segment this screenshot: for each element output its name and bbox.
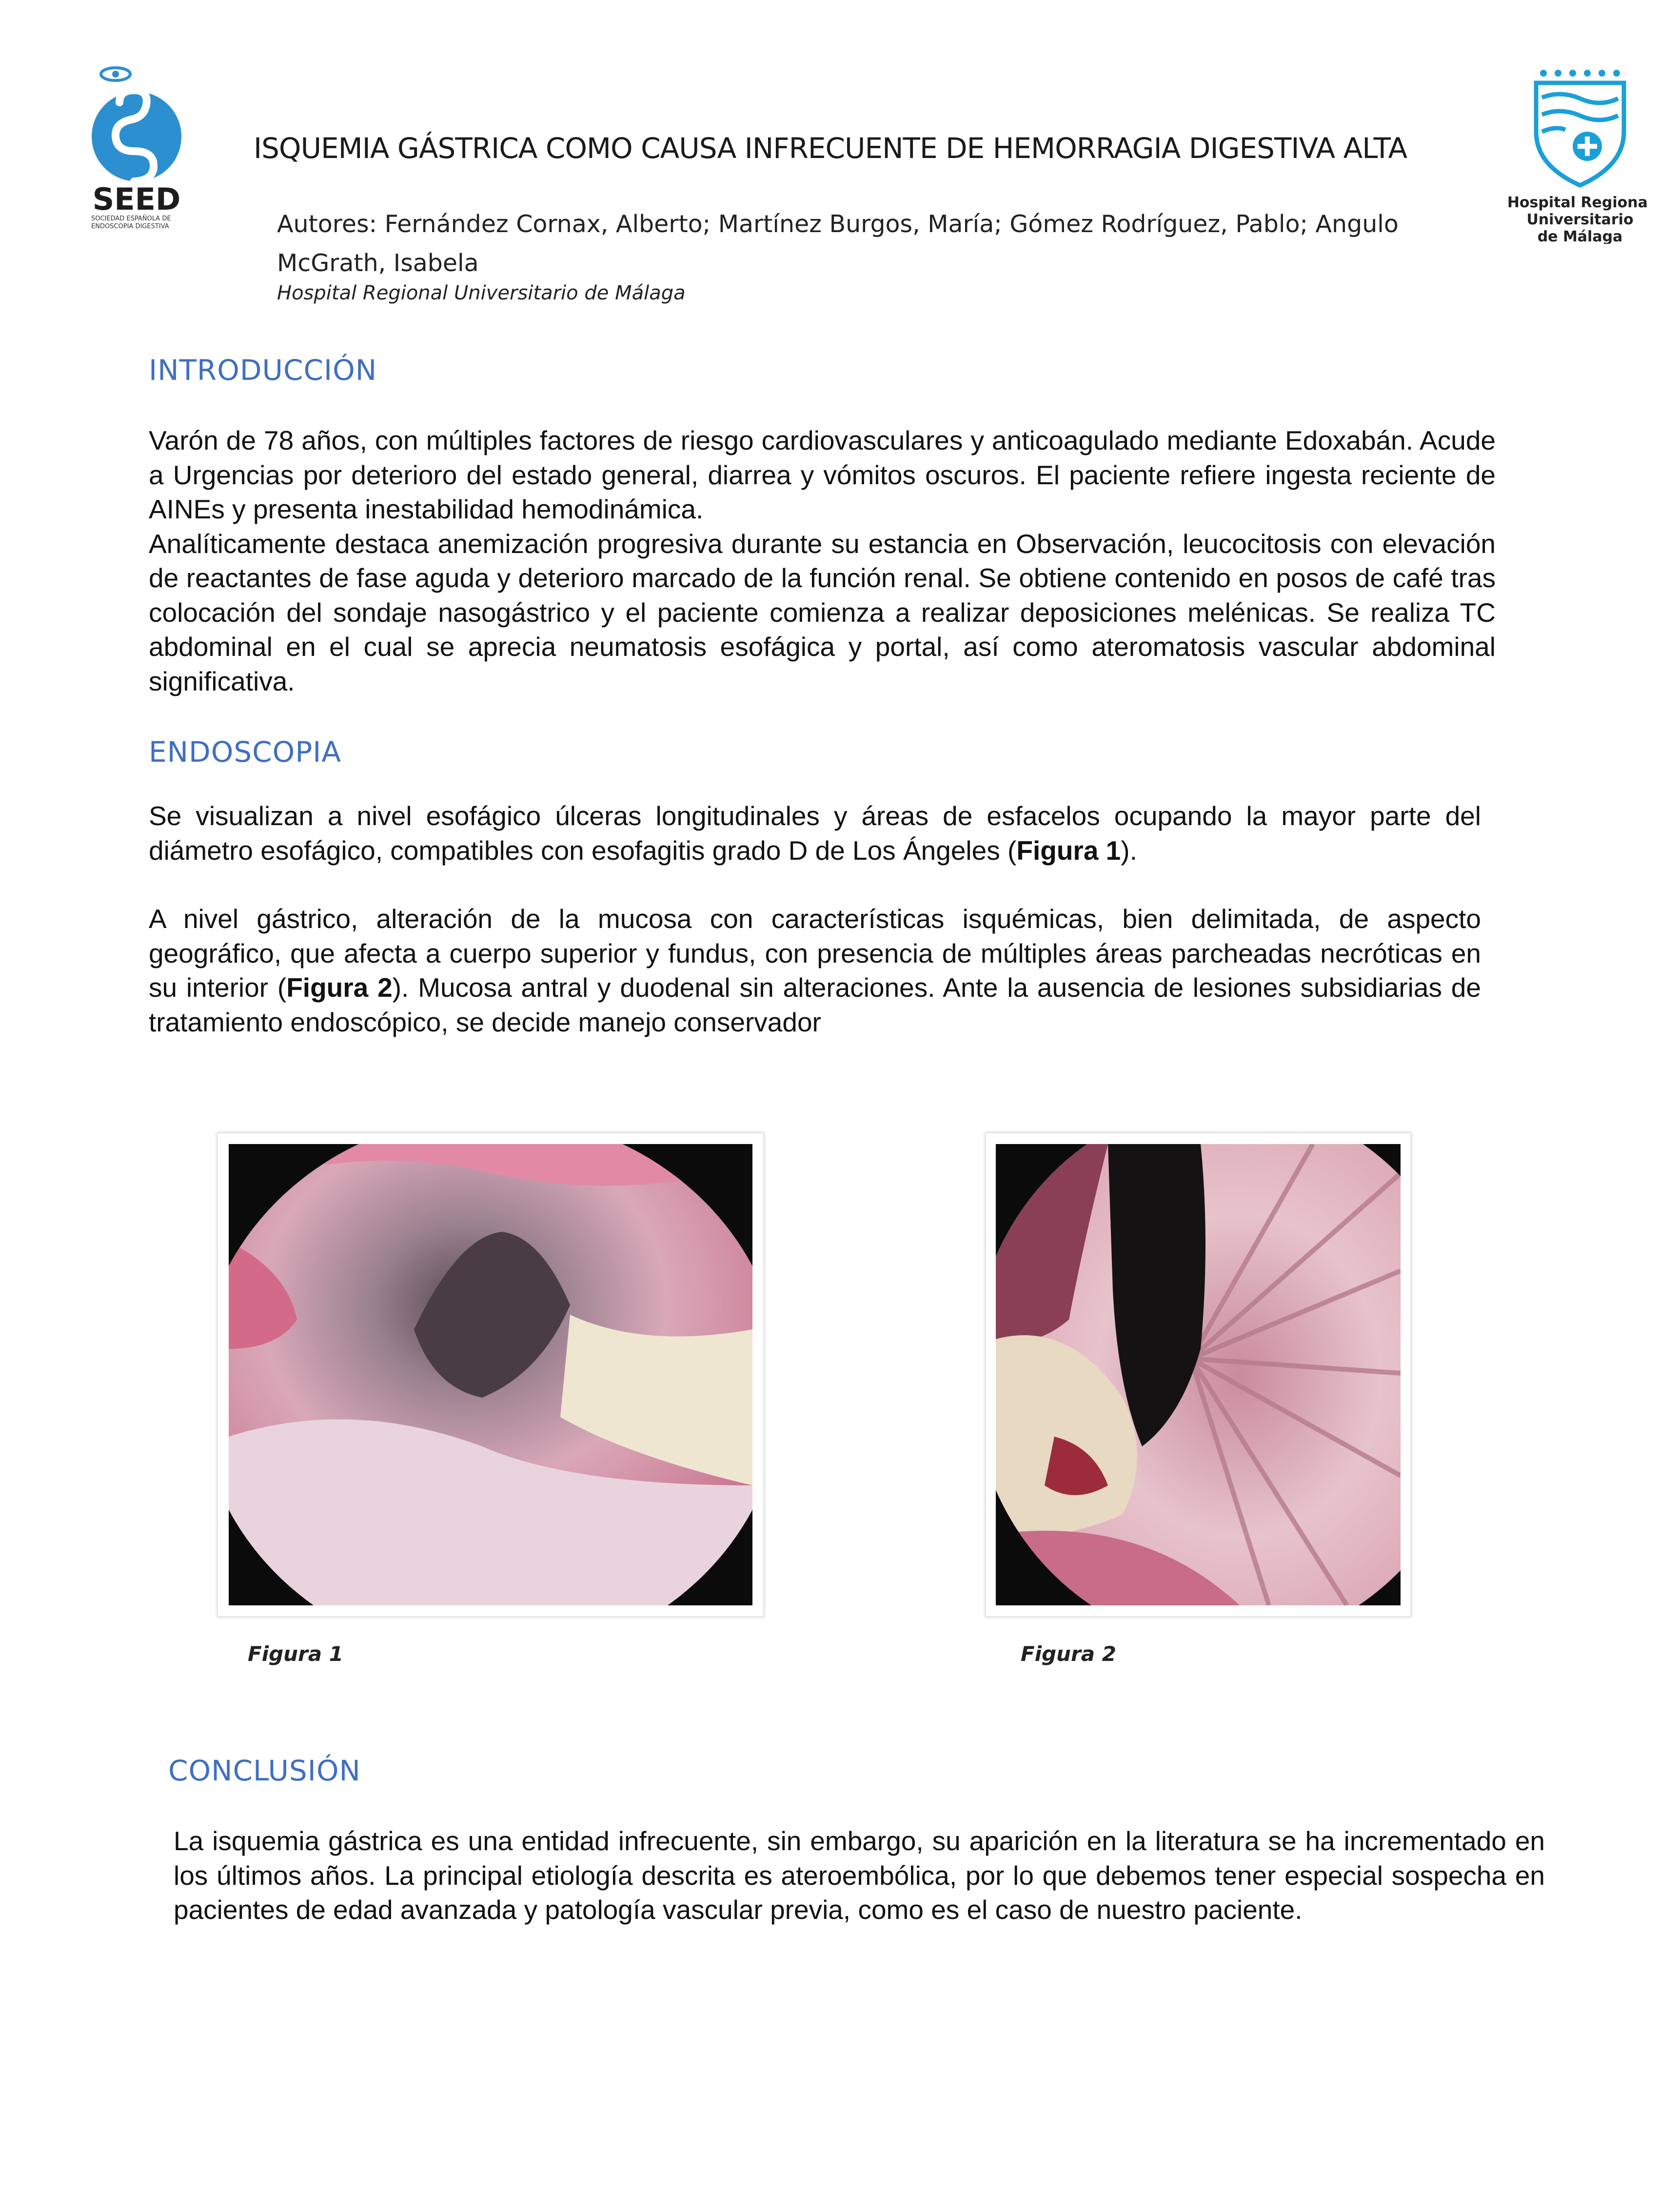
poster-title: ISQUEMIA GÁSTRICA COMO CAUSA INFRECUENTE DE HEMORRAGIA DIGESTIVA ALTA	[254, 132, 1407, 165]
endoscopia-heading: ENDOSCOPIA	[149, 735, 342, 769]
endoscopia-p2-end: ). Mucosa antral y duodenal sin alteraciones. Ante la ausencia de lesiones subsidiarias de tratamiento endoscópico, se decide manejo conservador	[149, 972, 1481, 1037]
seed-logo	[85, 63, 193, 229]
conclusion-body	[174, 1824, 1545, 1927]
seed-logo-subtitle-2: ENDOSCOPIA DIGESTIVA	[91, 223, 169, 229]
figure-2-caption: Figura 2	[1021, 1642, 1116, 1666]
endoscopia-paragraph-1	[149, 799, 1481, 868]
figure-2-reference: Figura 2	[286, 972, 393, 1003]
endoscopia-p1-text: Se visualizan a nivel esofágico úlceras longitudinales y áreas de esfacelos ocupando la mayor parte del diámetro esofágico, compatibles con esofagitis grado D de Los Ángeles (	[149, 801, 1481, 866]
intro-paragraph-1: Varón de 78 años, con múltiples factores de riesgo cardiovasculares y anticoagulado mediante Edoxabán. Acude a Urgencias por deterioro del estado general, diarrea y vómitos oscuros. El paciente refiere ingesta reciente de AINEs y presenta inestabilidad hemodinámica.	[149, 425, 1496, 524]
endoscopia-paragraph-2	[149, 902, 1481, 1039]
intro-body	[149, 423, 1496, 698]
hospital-logo	[1507, 68, 1648, 244]
figure-2-frame	[985, 1132, 1411, 1617]
figure-2-endoscopy-image	[996, 1144, 1401, 1605]
endoscopia-body	[149, 799, 1481, 1039]
conclusion-paragraph: La isquemia gástrica es una entidad infrecuente, sin embargo, su aparición en la literatura se ha incrementado en los últimos años. La principal etiología descrita es ateroembólica, por lo que debemos tener especial sospecha en pacientes de edad avanzada y patología vascular previa, como es el caso de nuestro paciente.	[174, 1826, 1545, 1925]
affiliation: Hospital Regional Universitario de Málaga	[277, 282, 686, 304]
hospital-logo-line-2: Universitario	[1526, 211, 1634, 228]
conclusion-heading: CONCLUSIÓN	[168, 1754, 361, 1787]
hospital-logo-line-3: de Málaga	[1537, 228, 1623, 244]
seed-logo-name: SEED	[92, 181, 181, 217]
endoscopia-p2-text: A nivel gástrico, alteración de la mucosa con características isquémicas, bien delimitada, de aspecto geográfico, que afecta a cuerpo superior y fundus, con presencia de múltiples áreas parcheadas necróticas en su interior (	[149, 904, 1481, 1003]
hospital-logo-line-1: Hospital Regional	[1507, 194, 1648, 211]
intro-paragraph-2: Analíticamente destaca anemización progresiva durante su estancia en Observación, leucocitosis con elevación de reactantes de fase aguda y deterioro marcado de la función renal. Se obtiene contenido en posos de café tras colocación del sondaje nasogástrico y el paciente comienza a realizar deposiciones melénicas. Se realiza TC abdominal en el cual se aprecia neumatosis esofágica y portal, así como ateromatosis vascular abdominal significativa.	[149, 528, 1496, 696]
figure-1-frame	[217, 1132, 764, 1617]
intro-heading: INTRODUCCIÓN	[149, 354, 377, 387]
figure-1-endoscopy-image	[229, 1144, 752, 1605]
figure-1-caption: Figura 1	[248, 1642, 343, 1666]
seed-logo-subtitle-1: SOCIEDAD ESPAÑOLA DE	[91, 215, 171, 222]
authors-line: Autores: Fernández Cornax, Alberto; Martínez Burgos, María; Gómez Rodríguez, Pablo; Angulo McGrath, Isabela	[277, 210, 1399, 277]
endoscopia-p1-end: ).	[1121, 835, 1137, 866]
figure-1-reference: Figura 1	[1016, 835, 1121, 866]
